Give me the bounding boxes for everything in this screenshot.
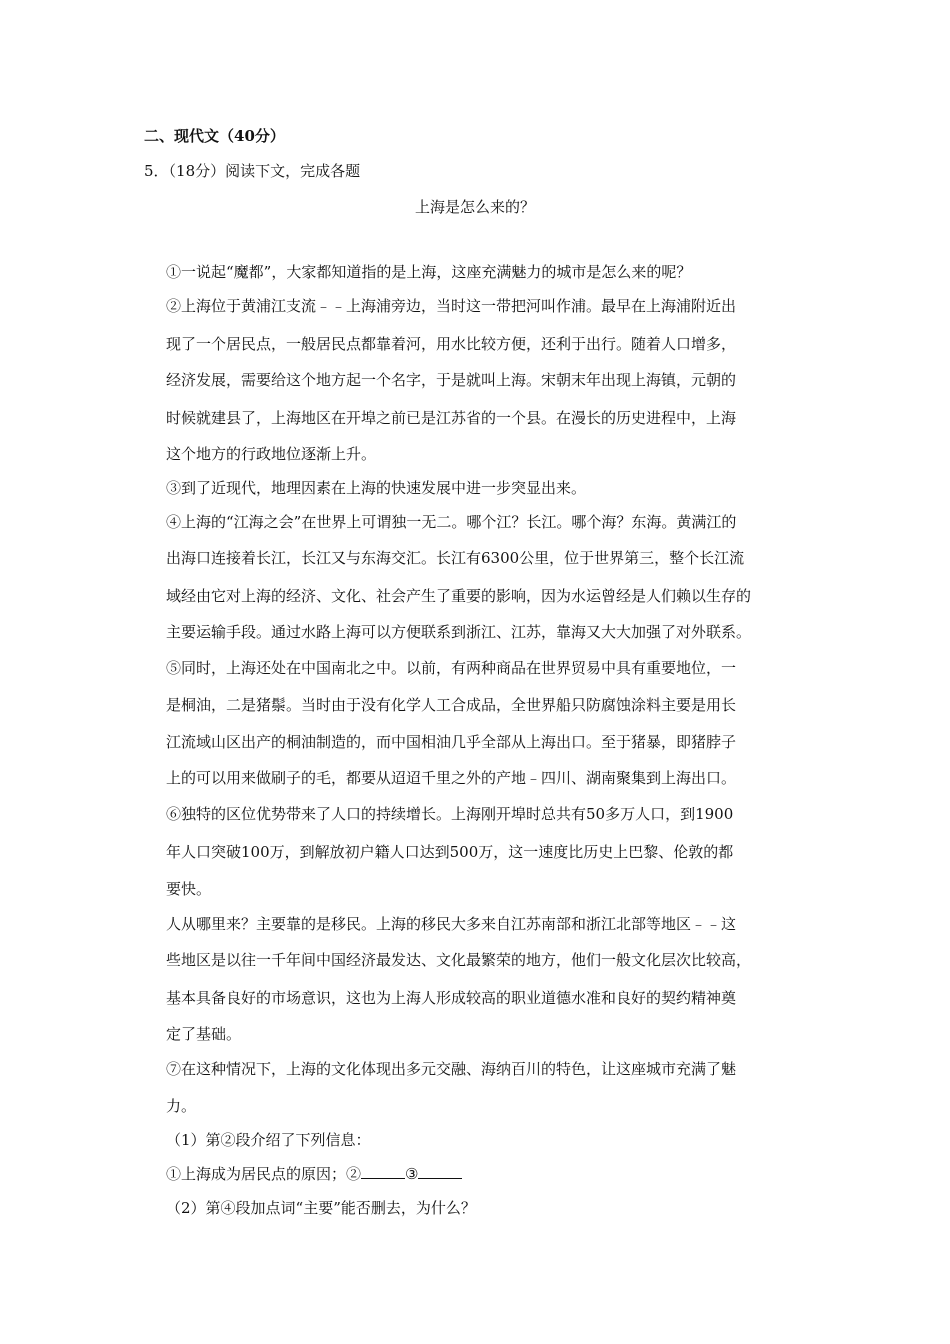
paragraph-line: 现了一个居民点，一般居民点都靠着河，用水比较方便，还利于出行。随着人口增多， bbox=[166, 335, 737, 353]
blank-mark-2: ② bbox=[346, 1165, 362, 1183]
paragraph-line: 是桐油，二是猪鬃。当时由于没有化学人工合成品，全世界船只防腐蚀涂料主要是用长 bbox=[166, 696, 737, 714]
question-intro: （18分）阅读下文，完成各题 bbox=[168, 162, 361, 180]
question-header bbox=[144, 161, 360, 181]
paragraph-line: 时候就建县了，上海地区在开埠之前已是江苏省的一个县。在漫长的历史进程中，上海 bbox=[166, 409, 737, 427]
paragraph-line: 基本具备良好的市场意识，这也为上海人形成较高的职业道德水准和良好的契约精神奠 bbox=[166, 989, 737, 1007]
paragraph-line: ①一说起“魔都”，大家都知道指的是上海，这座充满魅力的城市是怎么来的呢？ bbox=[166, 263, 692, 281]
paragraph-line: 江流域山区出产的桐油制造的，而中国相油几乎全部从上海出口。至于猪暴，即猪脖子 bbox=[166, 733, 737, 751]
paragraph-line: ⑦在这种情况下，上海的文化体现出多元交融、海纳百川的特色，让这座城市充满了魅 bbox=[166, 1060, 737, 1078]
paragraph-line: 主要运输手段。通过水路上海可以方便联系到浙江、江苏，靠海又大大加强了对外联系。 bbox=[166, 623, 752, 641]
paragraph-line: ④上海的“江海之会”在世界上可谓独一无二。哪个江？长江。哪个海？东海。黄满江的 bbox=[166, 513, 737, 531]
paragraph-line: 些地区是以往一千年间中国经济最发达、文化最繁荣的地方，他们一般文化层次比较高， bbox=[166, 951, 752, 969]
article-title: 上海是怎么来的？ bbox=[414, 198, 535, 216]
answer-blank-3[interactable] bbox=[418, 1164, 462, 1179]
paragraph-line: 出海口连接着长江，长江又与东海交汇。长江有6300公里，位于世界第三，整个长江流 bbox=[166, 549, 745, 567]
paragraph-line: 域经由它对上海的经济、文化、社会产生了重要的影响，因为水运曾经是人们赖以生存的 bbox=[166, 587, 752, 605]
paragraph-line: ⑤同时，上海还处在中国南北之中。以前，有两种商品在世界贸易中具有重要地位，一 bbox=[166, 659, 737, 677]
paragraph-line: 经济发展，需要给这个地方起一个名字，于是就叫上海。宋朝末年出现上海镇，元朝的 bbox=[166, 371, 737, 389]
blank-mark-3: ③ bbox=[405, 1165, 419, 1183]
paragraph-line: 力。 bbox=[166, 1097, 197, 1115]
paragraph-line: 年人口突破100万，到解放初户籍人口达到500万，这一速度比历史上巴黎、伦敦的都 bbox=[166, 843, 734, 861]
sub-question-2: （2）第④段加点词“主要”能否删去，为什么？ bbox=[166, 1199, 476, 1217]
answer-blank-2[interactable] bbox=[361, 1164, 405, 1179]
sub-question-1: （1）第②段介绍了下列信息： bbox=[166, 1131, 371, 1149]
paragraph-line: 要快。 bbox=[166, 880, 212, 898]
paragraph-line: ⑥独特的区位优势带来了人口的持续增长。上海刚开埠时总共有50多万人口，到1900 bbox=[166, 805, 734, 823]
question-number: 5． bbox=[144, 162, 169, 180]
paragraph-line: 上的可以用来做刷子的毛，都要从迢迢千里之外的产地﹣四川、湖南聚集到上海出口。 bbox=[166, 769, 737, 787]
answer-blank-line bbox=[166, 1164, 462, 1184]
section-title: 二、现代文（40分） bbox=[144, 127, 285, 145]
paragraph-line: 人从哪里来？主要靠的是移民。上海的移民大多来自江苏南部和浙江北部等地区﹣﹣这 bbox=[166, 915, 737, 933]
paragraph-line: ③到了近现代，地理因素在上海的快速发展中进一步突显出来。 bbox=[166, 479, 587, 497]
paragraph-line: 这个地方的行政地位逐渐上升。 bbox=[166, 445, 377, 463]
answer-prefix: ①上海成为居民点的原因； bbox=[166, 1165, 347, 1183]
paragraph-line: 定了基础。 bbox=[166, 1025, 242, 1043]
paragraph-line: ②上海位于黄浦江支流﹣﹣上海浦旁边，当时这一带把河叫作浦。最早在上海浦附近出 bbox=[166, 297, 737, 315]
